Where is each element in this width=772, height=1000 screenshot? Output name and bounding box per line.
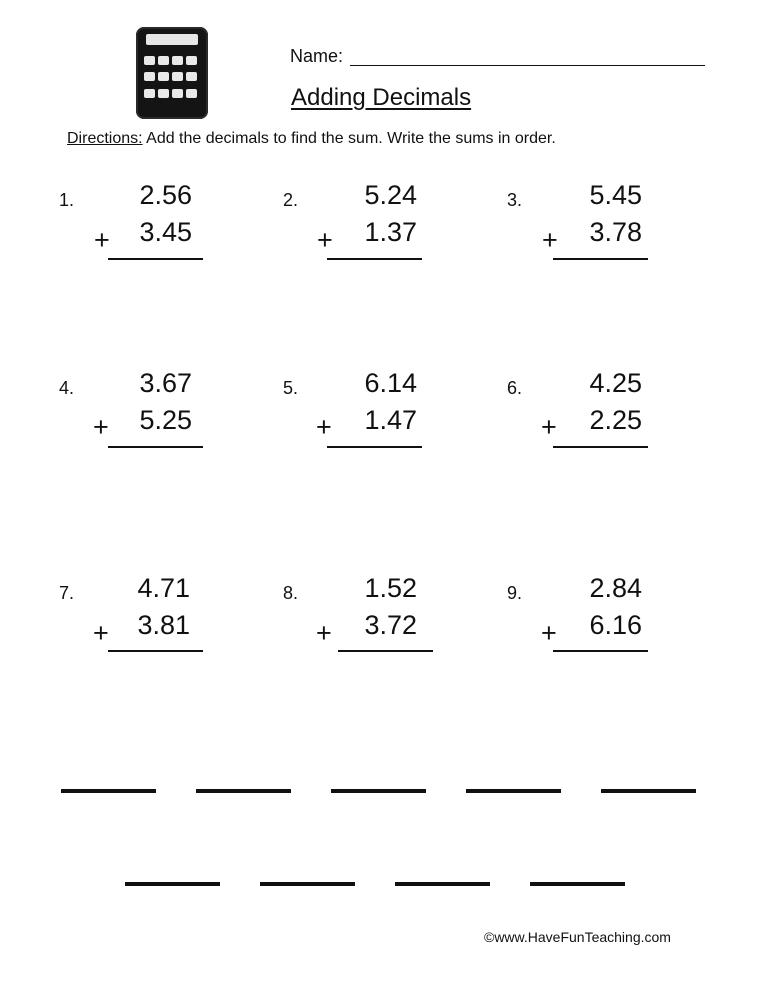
answer-line[interactable] (553, 446, 648, 448)
sum-answer-line-9[interactable] (530, 882, 625, 886)
addend-bottom: 1.47 (364, 405, 417, 435)
plus-sign: + (94, 225, 110, 255)
problem-number: 6. (507, 378, 523, 398)
plus-sign: + (316, 412, 332, 442)
addend-bottom: 2.25 (589, 405, 642, 435)
answer-line[interactable] (553, 650, 648, 652)
sum-answer-line-1[interactable] (61, 789, 156, 793)
problem-number: 8. (283, 583, 299, 603)
calculator-key (144, 56, 155, 65)
name-field[interactable] (350, 65, 705, 66)
addend-bottom: 3.72 (364, 610, 417, 640)
plus-sign: + (93, 412, 109, 442)
addend-bottom: 3.78 (589, 217, 642, 247)
answer-line[interactable] (108, 258, 203, 260)
page-title: Adding Decimals (291, 84, 472, 111)
answer-line[interactable] (553, 258, 648, 260)
directions-label: Directions: (67, 130, 143, 147)
calculator-icon (136, 27, 208, 119)
addend-top: 2.84 (589, 573, 642, 603)
addend-top: 4.71 (137, 573, 190, 603)
problem-number: 9. (507, 583, 523, 603)
calculator-key (158, 89, 169, 98)
calculator-key (186, 89, 197, 98)
answer-line[interactable] (108, 650, 203, 652)
addend-top: 5.24 (364, 180, 417, 210)
addend-bottom: 3.81 (137, 610, 190, 640)
plus-sign: + (316, 618, 332, 648)
calculator-key (172, 89, 183, 98)
calculator-key (186, 72, 197, 81)
calculator-key (172, 72, 183, 81)
problem-number: 4. (59, 378, 75, 398)
calculator-screen (146, 34, 198, 45)
sum-answer-line-4[interactable] (466, 789, 561, 793)
sum-answer-line-6[interactable] (125, 882, 220, 886)
plus-sign: + (93, 618, 109, 648)
addend-top: 2.56 (139, 180, 192, 210)
problem-number: 3. (507, 190, 523, 210)
copyright-text: ©www.HaveFunTeaching.com (484, 929, 671, 945)
addend-top: 3.67 (139, 368, 192, 398)
sum-answer-line-8[interactable] (395, 882, 490, 886)
calculator-key (158, 56, 169, 65)
addend-bottom: 3.45 (139, 217, 192, 247)
answer-line[interactable] (327, 446, 422, 448)
plus-sign: + (541, 412, 557, 442)
addend-top: 5.45 (589, 180, 642, 210)
plus-sign: + (317, 225, 333, 255)
problem-number: 1. (59, 190, 75, 210)
sum-answer-line-2[interactable] (196, 789, 291, 793)
sum-answer-line-3[interactable] (331, 789, 426, 793)
calculator-key (186, 56, 197, 65)
calculator-key (144, 89, 155, 98)
plus-sign: + (542, 225, 558, 255)
sum-answer-line-5[interactable] (601, 789, 696, 793)
name-label: Name: (290, 46, 344, 66)
calculator-key (144, 72, 155, 81)
sum-answer-line-7[interactable] (260, 882, 355, 886)
calculator-key (158, 72, 169, 81)
addend-top: 4.25 (589, 368, 642, 398)
calculator-key (172, 56, 183, 65)
answer-line[interactable] (327, 258, 422, 260)
problem-number: 5. (283, 378, 299, 398)
problem-number: 2. (283, 190, 299, 210)
addend-bottom: 6.16 (589, 610, 642, 640)
directions-text: Add the decimals to find the sum. Write the sums in order. (146, 130, 556, 147)
addend-bottom: 5.25 (139, 405, 192, 435)
answer-line[interactable] (338, 650, 433, 652)
addend-bottom: 1.37 (364, 217, 417, 247)
addend-top: 6.14 (364, 368, 417, 398)
plus-sign: + (541, 618, 557, 648)
answer-line[interactable] (108, 446, 203, 448)
problem-number: 7. (59, 583, 75, 603)
directions (67, 130, 556, 148)
addend-top: 1.52 (364, 573, 417, 603)
